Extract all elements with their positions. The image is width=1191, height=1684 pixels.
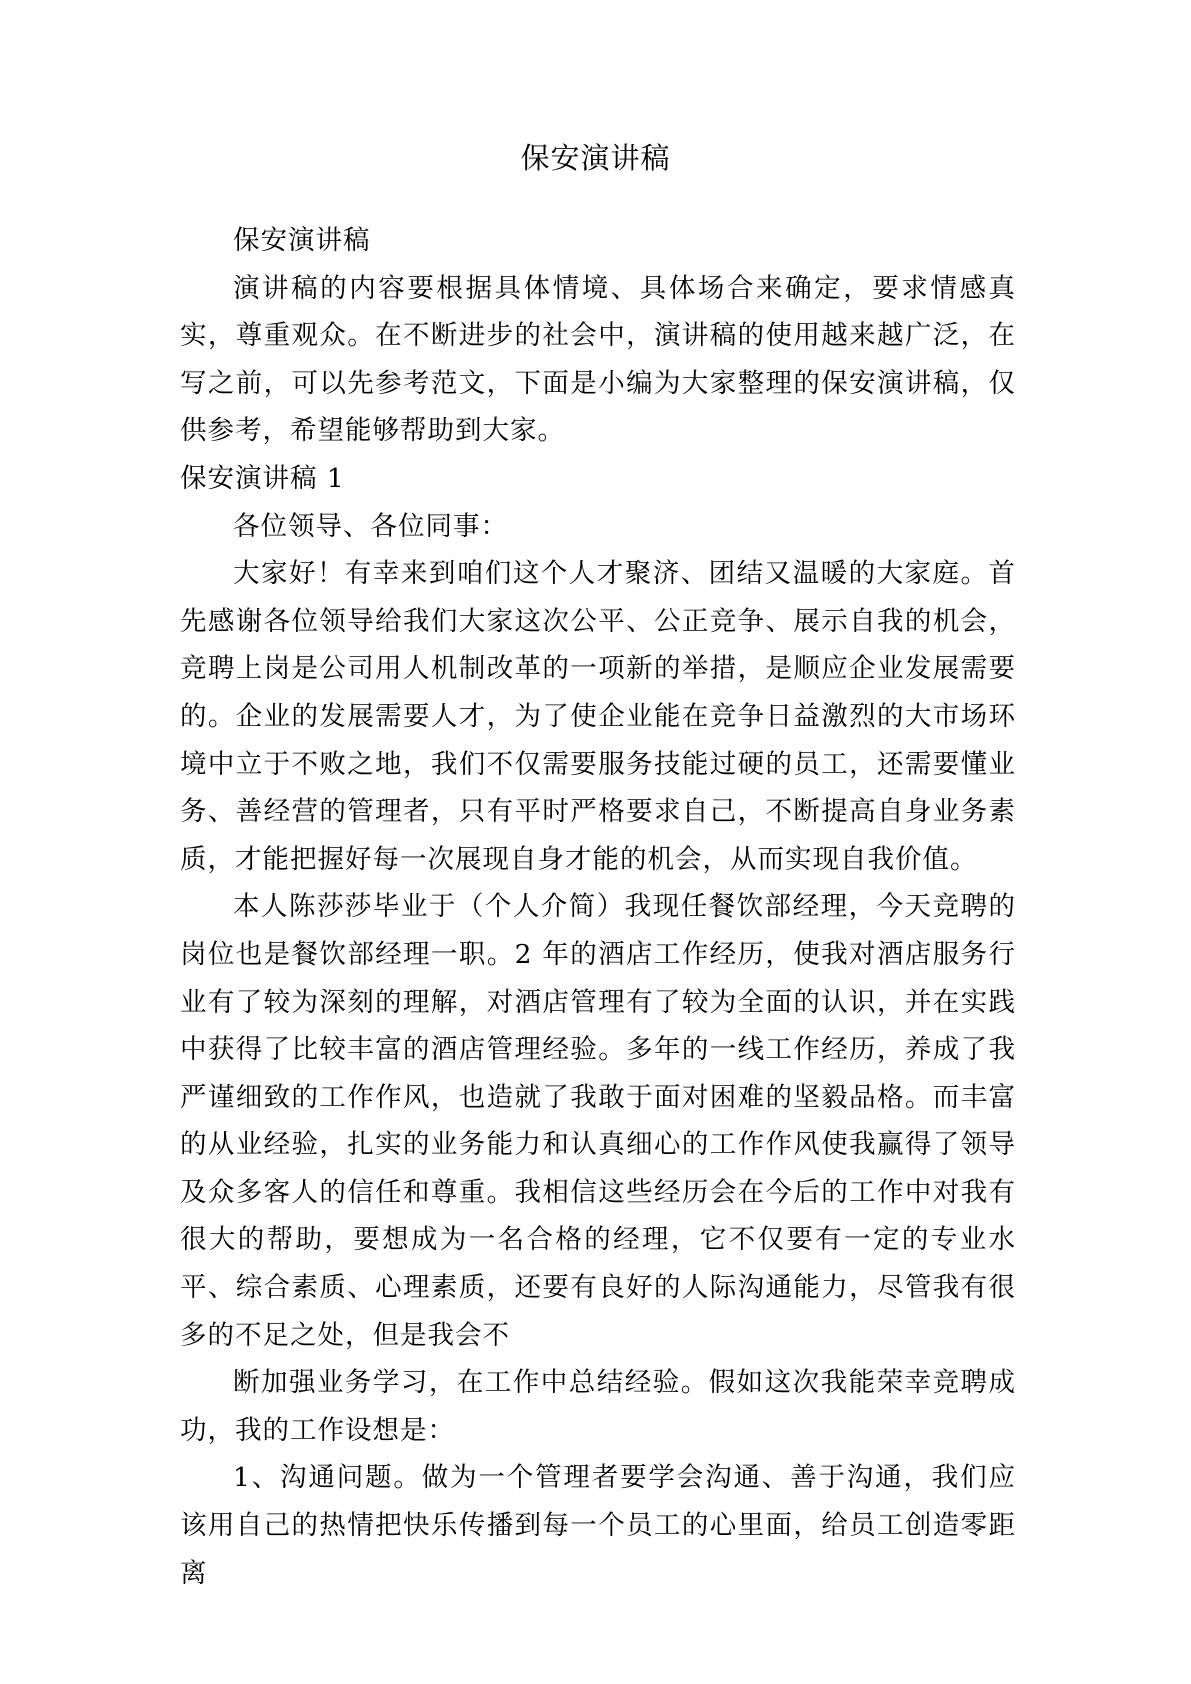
document-body bbox=[180, 217, 1016, 1597]
paragraph: 保安演讲稿 1 bbox=[180, 462, 345, 494]
paragraph: 1、沟通问题。做为一个管理者要学会沟通、善于沟通，我们应该用自己的热情把快乐传播到每一个员工的心里面，给员工创造零距离 bbox=[180, 1462, 1016, 1589]
paragraph: 演讲稿的内容要根据具体情境、具体场合来确定，要求情感真实，尊重观众。在不断进步的社会中，演讲稿的使用越来越广泛，在写之前，可以先参考范文，下面是小编为大家整理的保安演讲稿，仅供参考，希望能够帮助到大家。 bbox=[180, 272, 1016, 447]
paragraph: 大家好！有幸来到咱们这个人才聚济、团结又温暖的大家庭。首先感谢各位领导给我们大家这次公平、公正竞争、展示自我的机会，竞聘上岗是公司用人机制改革的一项新的举措，是顺应企业发展需要的。企业的发展需要人才，为了使企业能在竞争日益激烈的大市场环境中立于不败之地，我们不仅需要服务技能过硬的员工，还需要懂业务、善经营的管理者，只有平时严格要求自己，不断提高自身业务素质，才能把握好每一次展现自身才能的机会，从而实现自我价值。 bbox=[180, 558, 1016, 875]
document-title: 保安演讲稿 bbox=[520, 141, 671, 175]
paragraph: 本人陈莎莎毕业于（个人介简）我现任餐饮部经理，今天竞聘的岗位也是餐饮部经理一职。2 年的酒店工作经历，使我对酒店服务行业有了较为深刻的理解，对酒店管理有了较为全面的认识，并在实践中获得了比较丰富的酒店管理经验。多年的一线工作经历，养成了我严谨细致的工作作风，也造就了我敢于面对困难的坚毅品格。而丰富的从业经验，扎实的业务能力和认真细心的工作作风使我赢得了领导及众多客人的信任和尊重。我相信这些经历会在今后的工作中对我有很大的帮助，要想成为一名合格的经理，它不仅要有一定的专业水平、综合素质、心理素质，还要有良好的人际沟通能力，尽管我有很多的不足之处，但是我会不 bbox=[180, 891, 1016, 1351]
paragraph: 各位领导、各位同事： bbox=[233, 510, 508, 542]
paragraph: 断加强业务学习，在工作中总结经验。假如这次我能荣幸竞聘成功，我的工作设想是： bbox=[180, 1367, 1016, 1446]
paragraph: 保安演讲稿 bbox=[233, 225, 371, 256]
